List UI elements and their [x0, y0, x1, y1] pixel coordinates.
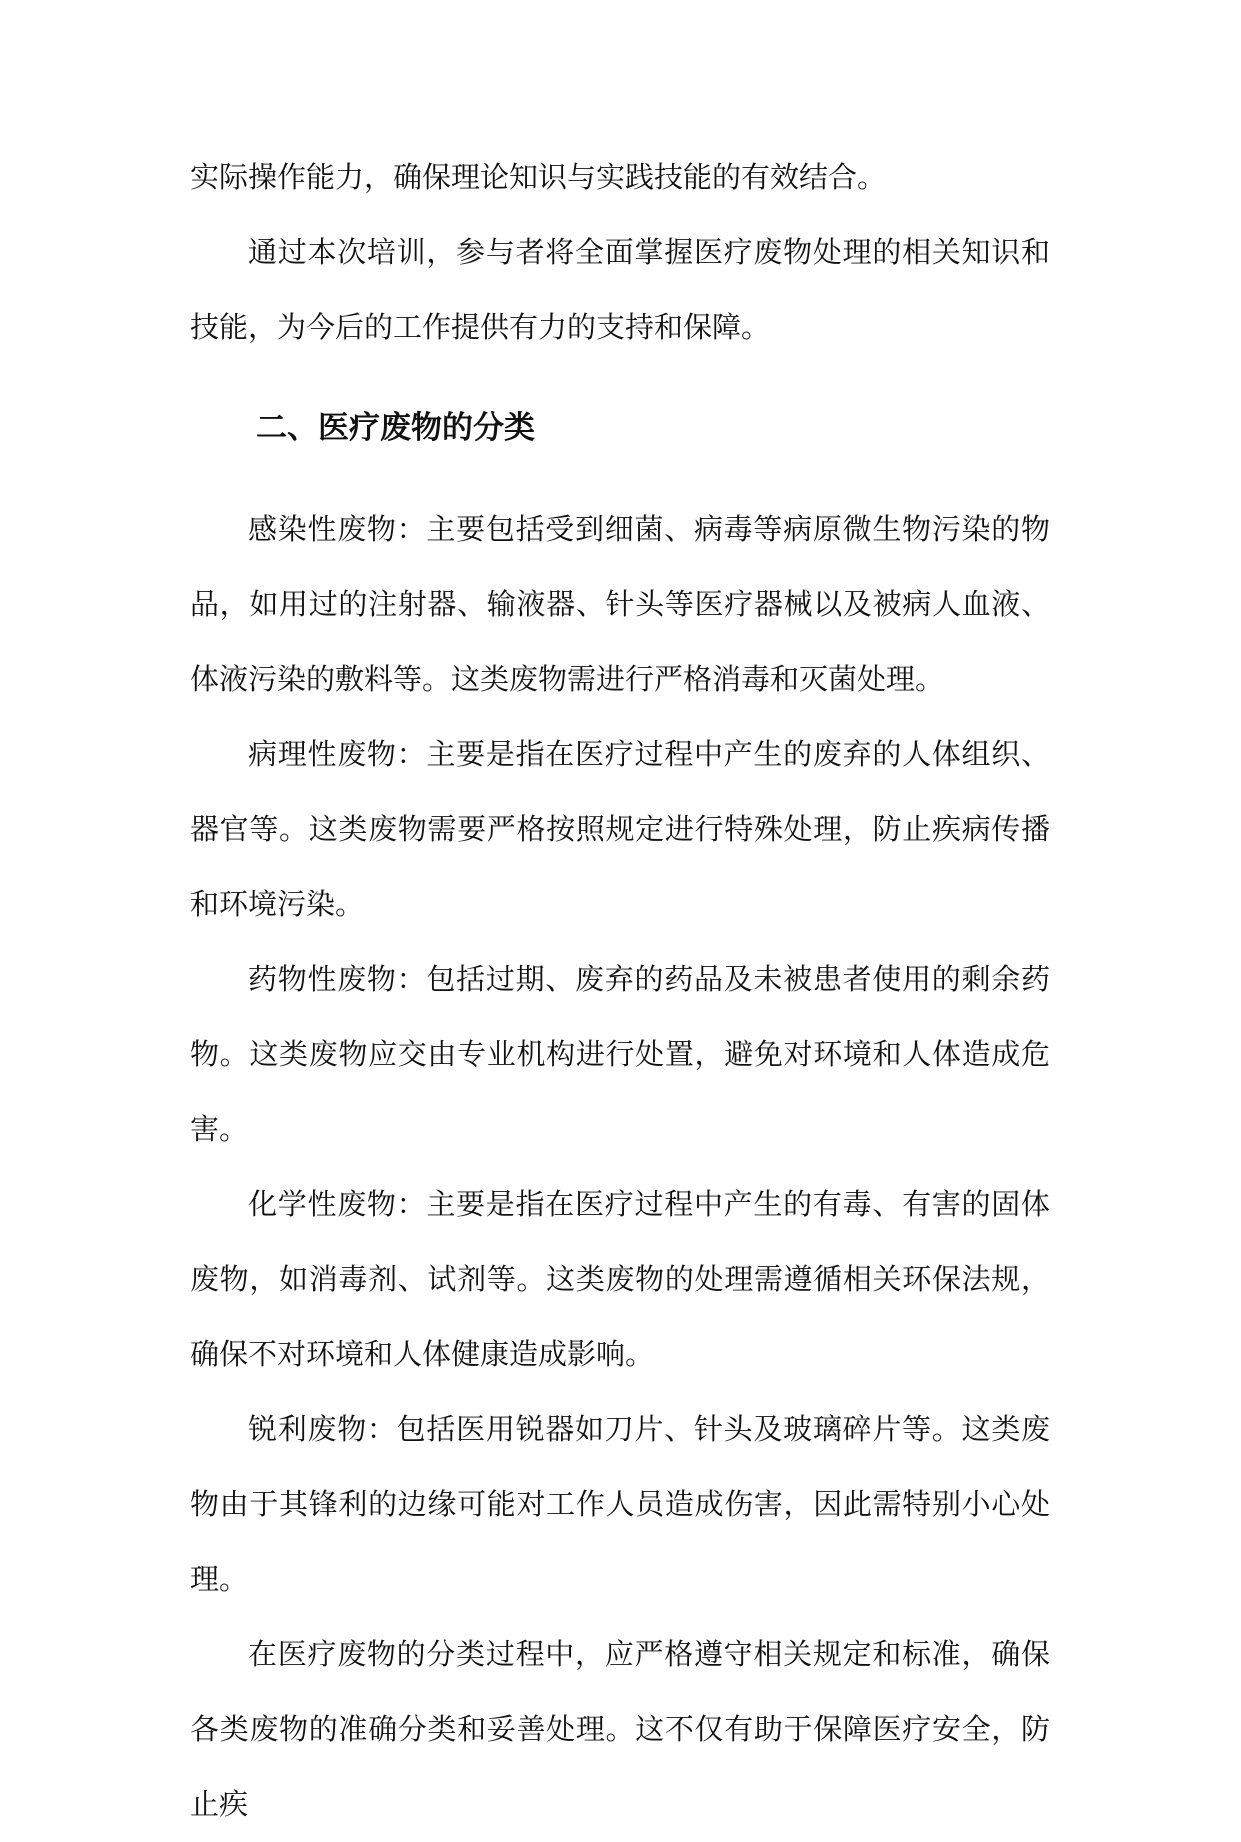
paragraph-continuation: 实际操作能力，确保理论知识与实践技能的有效结合。	[190, 160, 887, 194]
paragraph-infectious-waste: 感染性废物：主要包括受到细菌、病毒等病原微生物污染的物品，如用过的注射器、输液器、针头等医疗器械以及被病人血液、体液污染的敷料等。这类废物需进行严格消毒和灭菌处理。	[190, 512, 1050, 696]
paragraph-pathological-waste: 病理性废物：主要是指在医疗过程中产生的废弃的人体组织、器官等。这类废物需要严格按照规定进行特殊处理，防止疾病传播和环境污染。	[190, 737, 1050, 921]
section-heading: 二、医疗废物的分类	[256, 410, 535, 446]
paragraph-chemical-waste: 化学性废物：主要是指在医疗过程中产生的有毒、有害的固体废物，如消毒剂、试剂等。这类废物的处理需遵循相关环保法规，确保不对环境和人体健康造成影响。	[190, 1187, 1050, 1371]
paragraph-training-summary: 通过本次培训，参与者将全面掌握医疗废物处理的相关知识和技能，为今后的工作提供有力的支持和保障。	[190, 235, 1050, 344]
document-body	[190, 140, 1050, 1842]
paragraph-classification-process: 在医疗废物的分类过程中，应严格遵守相关规定和标准，确保各类废物的准确分类和妥善处理。这不仅有助于保障医疗安全，防止疾	[190, 1637, 1050, 1821]
paragraph-sharps-waste: 锐利废物：包括医用锐器如刀片、针头及玻璃碎片等。这类废物由于其锋利的边缘可能对工作人员造成伤害，因此需特别小心处理。	[190, 1412, 1050, 1596]
paragraph-pharmaceutical-waste: 药物性废物：包括过期、废弃的药品及未被患者使用的剩余药物。这类废物应交由专业机构进行处置，避免对环境和人体造成危害。	[190, 962, 1050, 1146]
